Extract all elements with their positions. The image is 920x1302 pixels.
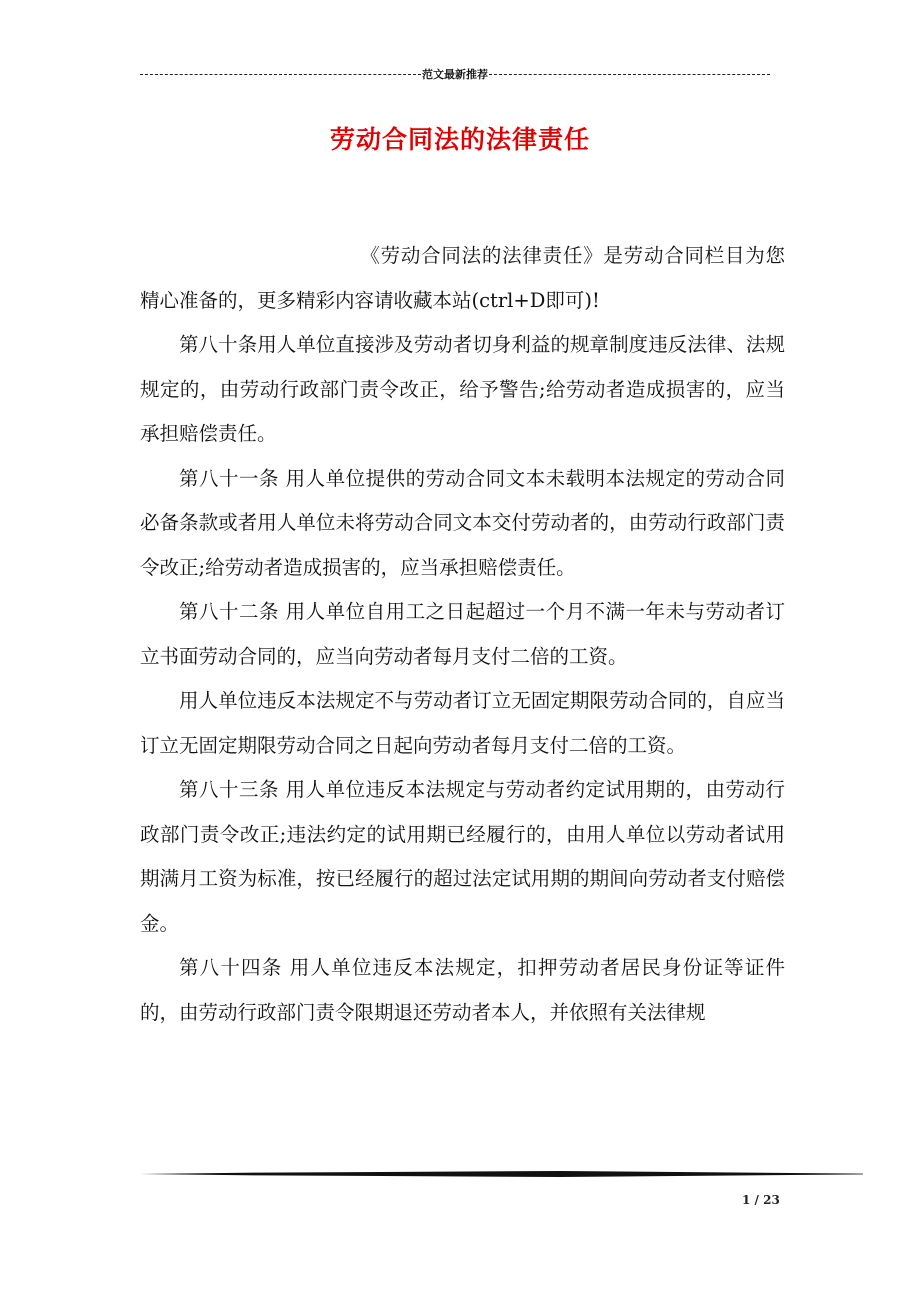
article-81-paragraph: 第八十一条 用人单位提供的劳动合同文本未载明本法规定的劳动合同必备条款或者用人单位未将劳动合同文本交付劳动者的，由劳动行政部门责令改正;给劳动者造成损害的，应当承担赔偿责任。: [140, 466, 785, 579]
intro-paragraph: 《劳动合同法的法律责任》是劳动合同栏目为您精心准备的，更多精彩内容请收藏本站(ctrl+D即可)!: [140, 244, 785, 312]
article-82-paragraph: 第八十二条 用人单位自用工之日起超过一个月不满一年未与劳动者订立书面劳动合同的，应当向劳动者每月支付二倍的工资。: [140, 600, 785, 668]
header-label: 范文最新推荐: [422, 68, 488, 81]
article-82-continuation-paragraph: 用人单位违反本法规定不与劳动者订立无固定期限劳动合同的，自应当订立无固定期限劳动合同之日起向劳动者每月支付二倍的工资。: [140, 689, 785, 757]
page-number: 1 / 23: [742, 1193, 780, 1207]
header-dash-left: [140, 74, 421, 75]
footer-divider: [140, 1171, 863, 1177]
page-header: [140, 66, 770, 82]
document-title: 劳动合同法的法律责任: [329, 125, 590, 154]
document-body: [140, 234, 785, 1035]
article-83-paragraph: 第八十三条 用人单位违反本法规定与劳动者约定试用期的，由劳动行政部门责令改正;违法约定的试用期已经履行的，由用人单位以劳动者试用期满月工资为标准，按已经履行的超过法定试用期的期间向劳动者支付赔偿金。: [140, 778, 785, 935]
header-dash-right: [489, 74, 770, 75]
article-80-paragraph: 第八十条用人单位直接涉及劳动者切身利益的规章制度违反法律、法规规定的，由劳动行政部门责令改正，给予警告;给劳动者造成损害的，应当承担赔偿责任。: [140, 333, 785, 445]
article-84-paragraph: 第八十四条 用人单位违反本法规定，扣押劳动者居民身份证等证件的，由劳动行政部门责令限期退还劳动者本人，并依照有关法律规: [140, 956, 785, 1024]
